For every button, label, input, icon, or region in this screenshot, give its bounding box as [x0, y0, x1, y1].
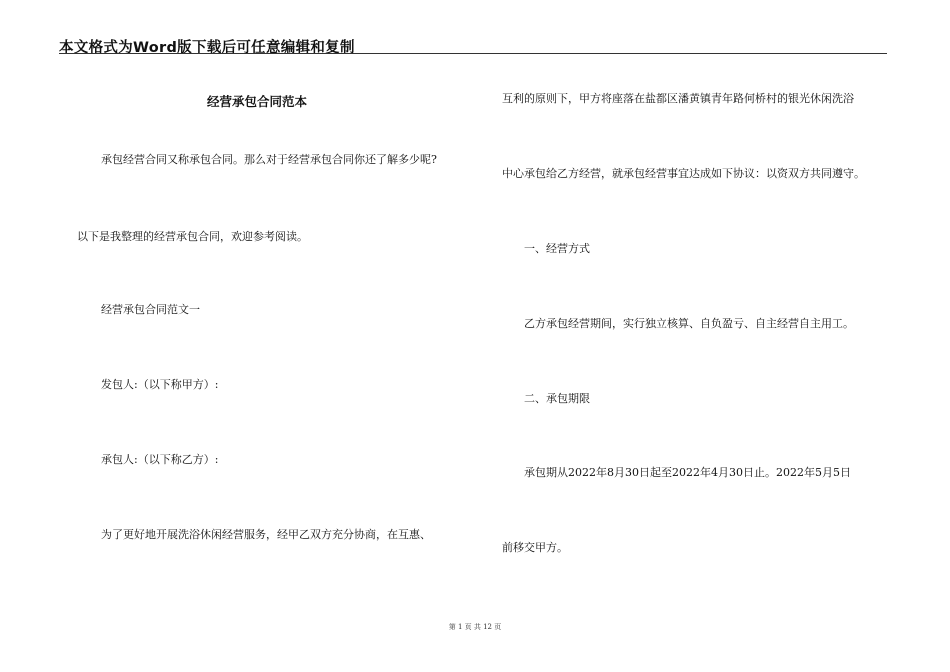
- paragraph-line: 承包经营合同又称承包合同。那么对于经营承包合同你还了解多少呢?: [101, 153, 437, 166]
- section-heading: 经营承包合同范文一: [101, 303, 200, 316]
- paragraph-line: 前移交甲方。: [502, 541, 568, 554]
- paragraph-line: 以下是我整理的经营承包合同，欢迎参考阅读。: [77, 230, 308, 243]
- paragraph-line: 中心承包给乙方经营，就承包经营事宜达成如下协议：以资双方共同遵守。: [502, 167, 865, 180]
- party-b-line: 承包人:（以下称乙方）:: [101, 453, 219, 466]
- section-heading: 一、经营方式: [524, 242, 590, 255]
- header-title: 本文格式为Word版下载后可任意编辑和复制: [59, 40, 355, 56]
- paragraph-line: 乙方承包经营期间，实行独立核算、自负盈亏、自主经营自主用工。: [524, 317, 854, 330]
- party-a-line: 发包人:（以下称甲方）:: [101, 378, 219, 391]
- section-heading: 二、承包期限: [524, 392, 590, 405]
- paragraph-line: 承包期从2022年8月30日起至2022年4月30日止。2022年5月5日: [524, 466, 851, 479]
- paragraph-line: 互利的原则下，甲方将座落在盐都区潘黄镇青年路何桥村的银光休闲洗浴: [502, 92, 854, 105]
- page-number: 第 1 页 共 12 页: [448, 623, 502, 631]
- header-divider: [59, 53, 887, 54]
- paragraph-line: 为了更好地开展洗浴休闲经营服务，经甲乙双方充分协商，在互惠、: [101, 528, 431, 541]
- document-title: 经营承包合同范本: [207, 94, 308, 109]
